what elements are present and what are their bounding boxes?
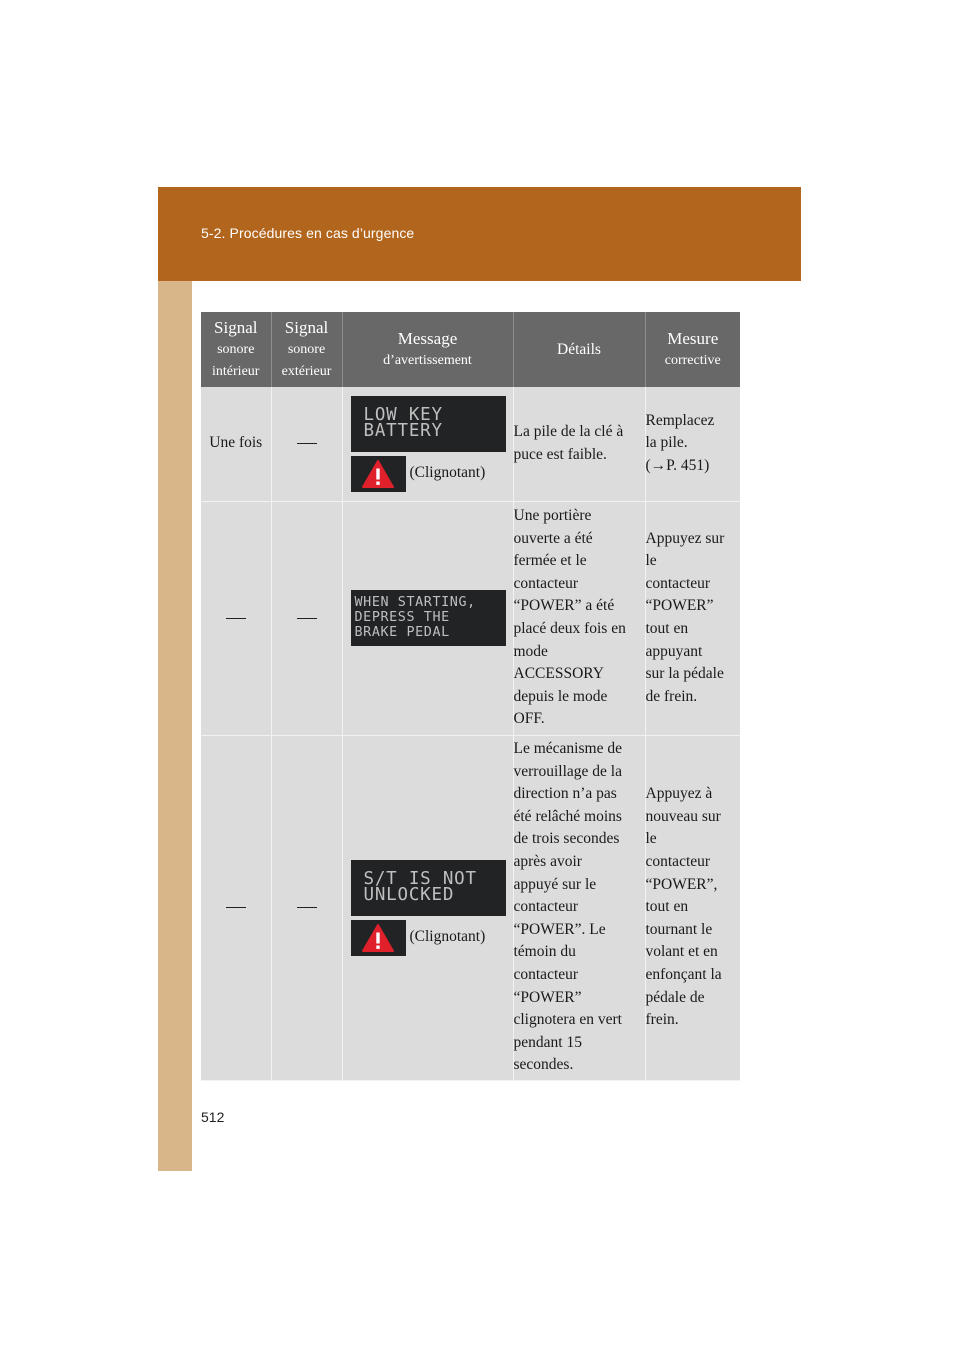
warning-triangle-icon bbox=[351, 456, 406, 492]
display-message: WHEN STARTING, DEPRESS THE BRAKE PEDAL bbox=[351, 590, 506, 646]
exterior-signal-cell bbox=[271, 387, 342, 501]
table-row bbox=[201, 501, 740, 735]
interior-signal-cell bbox=[201, 735, 271, 1080]
display-message: LOW KEY BATTERY bbox=[351, 396, 506, 452]
header-interior-signal: Signal sonore intérieur bbox=[201, 312, 271, 387]
warning-triangle-icon bbox=[351, 920, 406, 956]
exterior-signal-cell bbox=[271, 735, 342, 1080]
warning-message-cell bbox=[342, 735, 513, 1080]
side-tab-strip bbox=[158, 281, 192, 1171]
dash-mark bbox=[226, 907, 246, 908]
display-message: S/T IS NOT UNLOCKED bbox=[351, 860, 506, 916]
details-cell: Le mécanisme de verrouillage de la direction n’a pas été relâché moins de trois secondes après avoir appuyé sur le contacteur “POWER”. Le témoin du contacteur “POWER” clignotera en vert pendant 15 secondes. bbox=[513, 735, 645, 1080]
table-row bbox=[201, 387, 740, 501]
section-header-bar bbox=[158, 187, 801, 281]
corrective-action-cell: Appuyez à nouveau sur le contacteur “POWER”, tout en tournant le volant et en enfonçant la pédale de frein. bbox=[645, 735, 740, 1080]
section-title: 5-2. Procédures en cas d’urgence bbox=[201, 225, 415, 241]
interior-signal-cell bbox=[201, 501, 271, 735]
blink-label: (Clignotant) bbox=[409, 928, 486, 946]
exterior-signal-cell bbox=[271, 501, 342, 735]
page-number: 512 bbox=[201, 1109, 225, 1125]
corrective-action-cell: Remplacez la pile. (→P. 451) bbox=[645, 387, 740, 501]
table-header-row bbox=[201, 312, 740, 387]
dash-mark bbox=[297, 907, 317, 908]
header-corrective-action: Mesure corrective bbox=[645, 312, 740, 387]
dash-mark bbox=[297, 443, 317, 444]
dash-mark bbox=[297, 618, 317, 619]
warning-message-cell bbox=[342, 501, 513, 735]
header-exterior-signal: Signal sonore extérieur bbox=[271, 312, 342, 387]
corrective-action-cell: Appuyez sur le contacteur “POWER” tout en appuyant sur la pédale de frein. bbox=[645, 501, 740, 735]
details-cell: Une portière ouverte a été fermée et le contacteur “POWER” a été placé deux fois en mode ACCESSORY depuis le mode OFF. bbox=[513, 501, 645, 735]
header-warning-message: Message d’avertissement bbox=[342, 312, 513, 387]
blink-label: (Clignotant) bbox=[409, 464, 486, 482]
table-row bbox=[201, 735, 740, 1080]
dash-mark bbox=[226, 618, 246, 619]
warning-message-cell bbox=[342, 387, 513, 501]
warning-messages-table bbox=[201, 312, 740, 1081]
interior-signal-cell: Une fois bbox=[201, 387, 271, 501]
header-details: Détails bbox=[513, 312, 645, 387]
details-cell: La pile de la clé à puce est faible. bbox=[513, 387, 645, 501]
